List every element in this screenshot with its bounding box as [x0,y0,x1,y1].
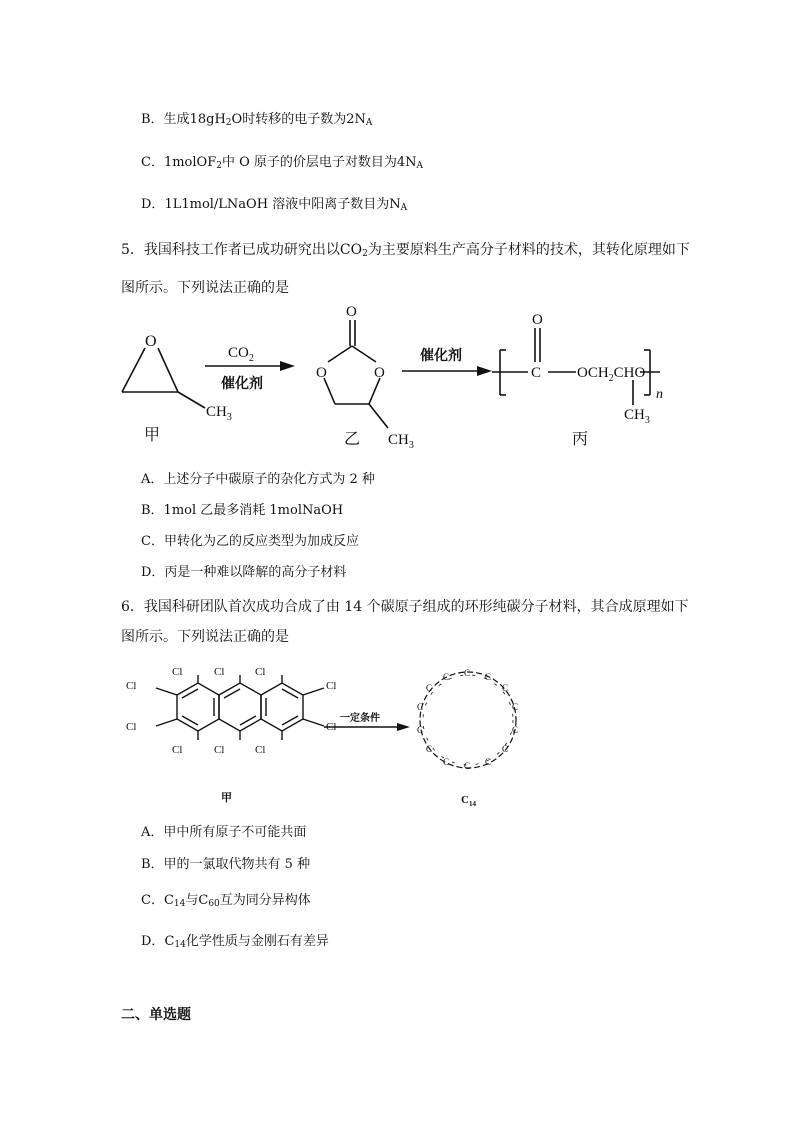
q6-option-c: C．$C_{14}$与$C_{60}$互为同分异构体 [141,893,311,909]
epoxide-structure [122,348,205,408]
q6-arrow-label: 一定条件 [340,713,380,724]
cl-label: Cl [214,744,225,756]
q4-option-b: B．生成$18gH_2O$时转移的电子数为$2N_A$ [141,112,373,128]
c-atom-label: C [485,672,492,682]
cl-label: Cl [326,680,337,692]
c-atom-label: C [417,702,424,712]
label-yi: 乙 [344,431,361,448]
q5-option-d: D．丙是一种难以降解的高分子材料 [141,565,347,580]
c-atom-label: C [485,757,492,767]
polymer-o-top: O [532,312,543,328]
q6-option-a: A．甲中所有原子不可能共面 [141,825,307,840]
perchloroanthracene-structure [156,675,324,740]
q6-reaction-diagram [118,655,558,810]
q6-arrow-head [397,723,410,731]
c-atom-label: C [443,672,450,682]
c-atom-label: C [512,725,519,735]
cl-label: Cl [126,680,137,692]
epoxide-o-label: O [145,333,157,350]
q5-option-b: B．1mol 乙最多消耗 1molNaOH [141,503,344,518]
cl-label: Cl [172,666,183,678]
polymer-chain-text: $OCH_2CHO$ [577,365,646,384]
c-atom-label: C [426,744,433,754]
polymer-ch3: $CH_3$ [624,407,650,426]
arrow-2-head [477,366,492,376]
c-atom-label: C [443,757,450,767]
cl-label: Cl [255,666,266,678]
q5-option-c: C．甲转化为乙的反应类型为加成反应 [141,534,359,549]
carbonate-ch3: $CH_3$ [388,432,414,451]
label-jia: 甲 [144,427,161,444]
q4-option-d: D．1L1mol/LNaOH 溶液中阳离子数目为$N_A$ [141,197,408,213]
c-atom-label: C [502,744,509,754]
label-jia-q6: 甲 [221,792,232,804]
q6-option-b: B．甲的一氯取代物共有 5 种 [141,857,311,872]
cl-label: Cl [255,744,266,756]
cl-label: Cl [214,666,225,678]
cl-label: Cl [172,744,183,756]
q5-option-a: A．上述分子中碳原子的杂化方式为 2 种 [141,472,375,487]
polymer-carbonyl-c: C [531,365,542,381]
arrow-1-head [280,361,295,371]
section-heading: 二、单选题 [121,1007,191,1023]
q4-option-c: C．1molOF$_2$中 O 原子的价层电子对数目为$4N_A$ [141,155,424,171]
c-atom-label: C [417,725,424,735]
carbonate-o-left: O [316,365,327,381]
carbonate-o-right: O [374,365,385,381]
q5-stem: 5．我国科技工作者已成功研究出以$CO_2$为主要原料生产高分子材料的技术，其转化原理如下图所示。下列说法正确的是 [121,242,690,296]
chlorine-labels [126,666,336,756]
q6-stem: 6．我国科研团队首次成功合成了由 14 个碳原子组成的环形纯碳分子材料，其合成原理如下图所示。下列说法正确的是 [121,599,689,645]
c-atom-label: C [464,668,471,678]
cl-label: Cl [326,721,337,733]
carbonate-o-top: O [346,304,357,320]
c-atom-label: C [502,683,509,693]
cl-label: Cl [126,721,137,733]
polymer-n-label: n [656,387,663,402]
q6-option-d: D．$C_{14}$化学性质与金刚石有差异 [141,934,329,950]
c14-atom-labels [417,668,518,771]
label-bing: 丙 [572,431,589,448]
q5-reaction-diagram [110,300,690,455]
epoxide-ch3: $CH_3$ [206,404,232,423]
arrow-1-top-label: $CO_2$ [228,345,254,364]
arrow-1-bottom-label: 催化剂 [221,377,263,392]
arrow-2-top-label: 催化剂 [420,349,462,364]
c-atom-label: C [426,683,433,693]
c-atom-label: C [512,702,519,712]
c-atom-label: C [464,761,471,771]
label-c14: $C_{14}$ [461,794,476,808]
